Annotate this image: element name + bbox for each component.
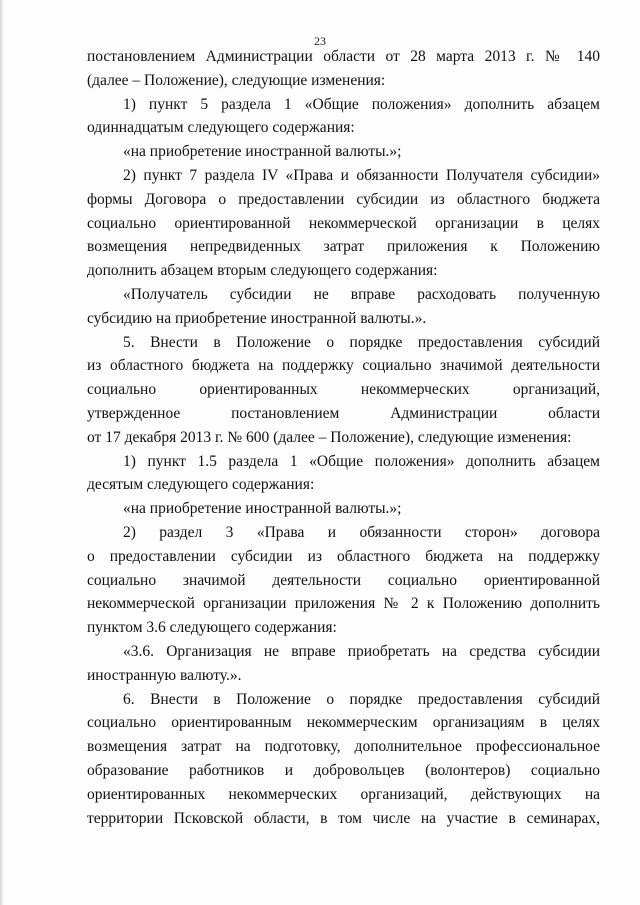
text-line: территории Псковской области, в том числе на участие в семинарах,	[87, 809, 600, 827]
text-line: социально ориентированных некоммерческих организаций,	[87, 381, 600, 399]
text-line: дополнить абзацем вторым следующего содержания:	[87, 262, 438, 280]
document-body	[87, 45, 600, 830]
text-line: десятым следующего содержания:	[87, 476, 315, 494]
text-line: 2) пункт 7 раздела IV «Права и обязанности Получателя субсидии»	[123, 166, 600, 184]
text-line: постановлением Администрации области от 28 марта 2013 г. № 140	[87, 48, 600, 65]
text-line: «Получатель субсидии не вправе расходовать полученную	[123, 285, 600, 303]
text-line: пунктом 3.6 следующего содержания:	[87, 619, 337, 637]
text-line: «на приобретение иностранной валюты.»;	[123, 500, 402, 518]
text-line: социально ориентированной некоммерческой организации в целях	[87, 214, 600, 232]
text-line: 2) раздел 3 «Права и обязанности сторон» договора	[123, 523, 600, 541]
text-line: утвержденное постановлением Администрации области	[87, 404, 600, 422]
text-line: возмещения затрат на подготовку, дополнительное профессиональное	[87, 738, 600, 756]
text-line: 5. Внести в Положение о порядке предоставления субсидий	[123, 333, 600, 351]
text-line: «3.6. Организация не вправе приобретать на средства субсидии	[123, 642, 600, 660]
text-line: из областного бюджета на поддержку социально значимой деятельности	[87, 357, 600, 375]
text-line: 1) пункт 5 раздела 1 «Общие положения» дополнить абзацем	[123, 95, 600, 113]
text-line: (далее – Положение), следующие изменения:	[87, 71, 386, 89]
text-line: образование работников и добровольцев (волонтеров) социально	[87, 761, 600, 779]
text-line: социально ориентированным некоммерческим организациям в целях	[87, 714, 600, 732]
text-line: субсидию на приобретение иностранной валюты.».	[87, 309, 427, 327]
text-line: 6. Внести в Положение о порядке предоставления субсидий	[123, 690, 600, 708]
text-line: от 17 декабря 2013 г. № 600 (далее – Положение), следующие изменения:	[87, 428, 572, 446]
text-line: «на приобретение иностранной валюты.»;	[123, 143, 402, 161]
text-line: о предоставлении субсидии из областного бюджета на поддержку	[87, 547, 600, 565]
text-line: 1) пункт 1.5 раздела 1 «Общие положения» дополнить абзацем	[123, 452, 600, 470]
page-number: 23	[314, 34, 326, 48]
text-line: одиннадцатым следующего содержания:	[87, 119, 355, 137]
text-line: формы Договора о предоставлении субсидии из областного бюджета	[87, 190, 600, 208]
text-line: социально значимой деятельности социально ориентированной	[87, 571, 600, 589]
text-line: иностранную валюту.».	[87, 666, 242, 684]
text-line: возмещения непредвиденных затрат приложения к Положению	[87, 238, 600, 256]
text-line: некоммерческой организации приложения № 2 к Положению дополнить	[87, 595, 600, 613]
text-line: ориентированных некоммерческих организаций, действующих на	[87, 785, 600, 803]
scan-edge-shadow	[0, 0, 4, 905]
